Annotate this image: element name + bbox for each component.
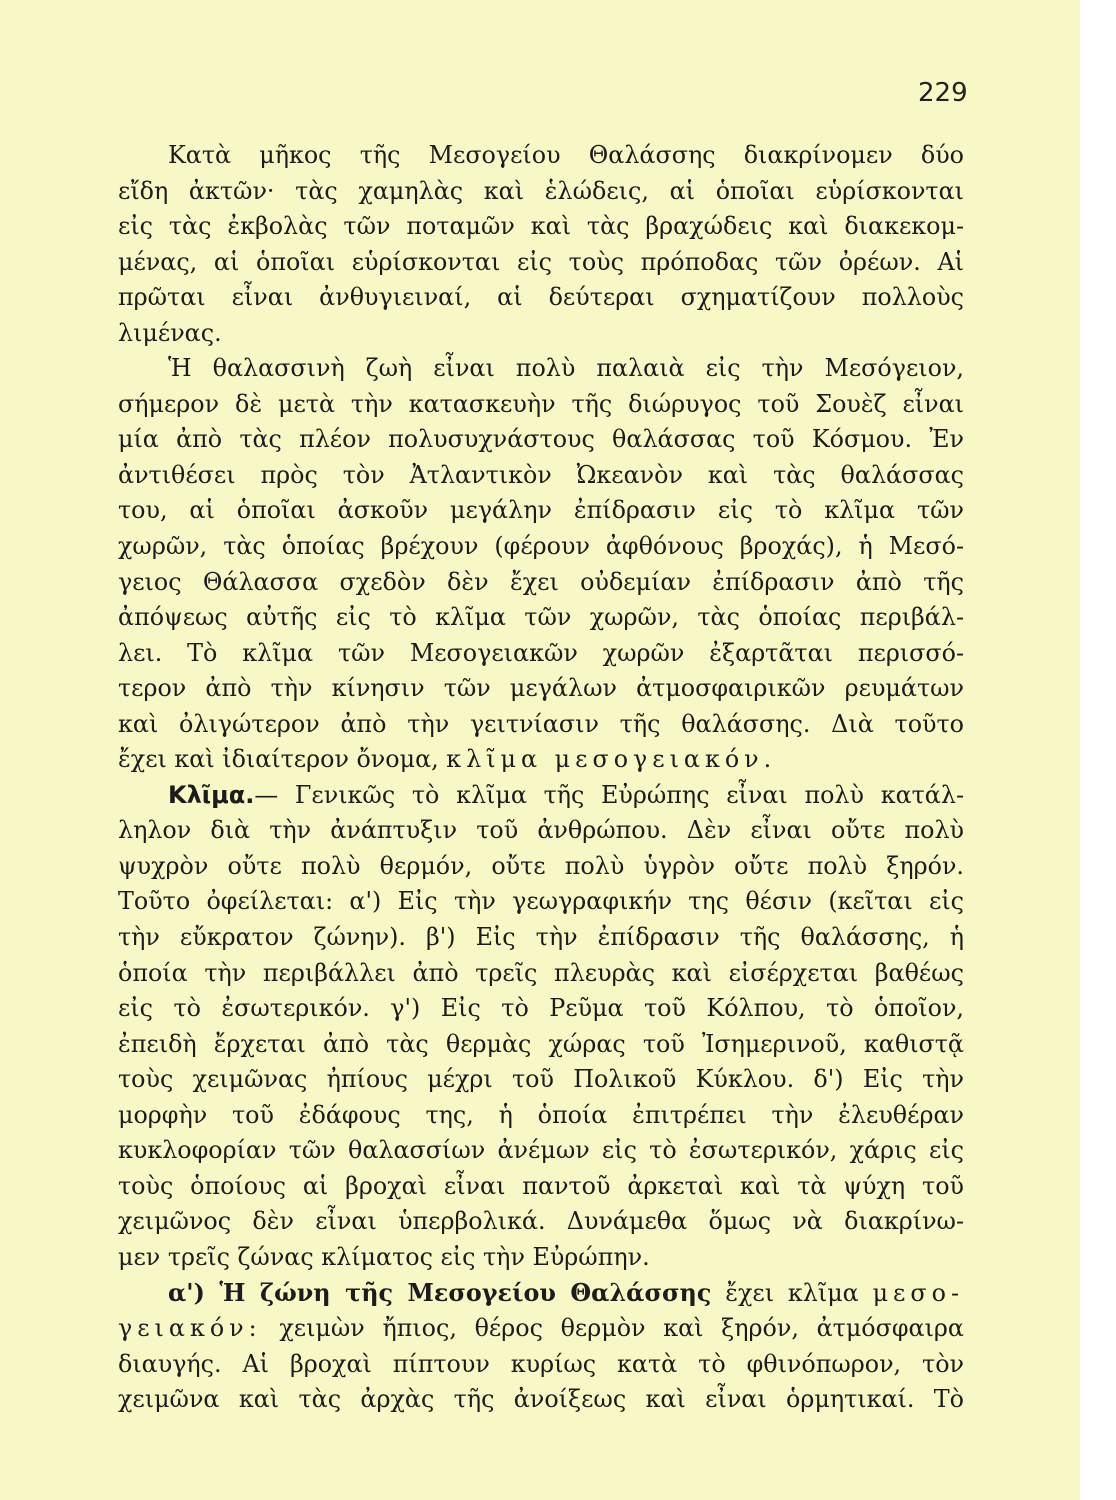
text-line: τοὺς ὁποίους αἱ βροχαὶ εἶναι παντοῦ ἀρκεταὶ καὶ τὰ ψύχη τοῦ (118, 1171, 964, 1200)
zone-heading: α') Ἡ ζώνη τῆς Μεσογείου Θαλάσσης (168, 1278, 712, 1307)
text-span: ἔχει καὶ ἰδιαίτερον ὄνομα, (118, 745, 447, 774)
paragraph-coasts (118, 138, 964, 351)
spaced-term: γειακόν: (118, 1314, 262, 1343)
text-span: — Γενικῶς τὸ κλῖμα τῆς Εὐρώπης εἶναι πολὺ κατάλ- (254, 780, 964, 809)
text-line: εἴδη ἀκτῶν· τὰς χαμηλὰς καὶ ἑλώδεις, αἱ ὁποῖαι εὑρίσκονται (118, 176, 964, 205)
text-line: καὶ ὀλιγώτερον ἀπὸ τὴν γειτνίασιν τῆς θαλάσσης. Διὰ τοῦτο (118, 709, 964, 738)
text-line (118, 1276, 964, 1312)
text-line: λει. Τὸ κλῖμα τῶν Μεσογειακῶν χωρῶν ἐξαρτᾶται περισσό- (118, 638, 964, 667)
text-line: τοὺς χειμῶνας ἠπίους μέχρι τοῦ Πολικοῦ Κύκλου. δ') Εἰς τὴν (118, 1065, 964, 1094)
text-line: Ἡ θαλασσινὴ ζωὴ εἶναι πολὺ παλαιὰ εἰς τὴν Μεσόγειον, (168, 354, 964, 383)
paragraph-mediterranean-zone (118, 1276, 964, 1418)
text-line: ἀπόψεως αὐτῆς εἰς τὸ κλῖμα τῶν χωρῶν, τὰς ὁποίας περιβάλ- (118, 603, 964, 632)
text-span: ἔχει κλῖμα (711, 1278, 873, 1307)
text-line: λιμένας. (118, 318, 222, 347)
text-line: χωρῶν, τὰς ὁποίας βρέχουν (φέρουν ἀφθόνους βροχάς), ἡ Μεσό- (118, 532, 964, 561)
page-number: 229 (918, 78, 968, 108)
spaced-term: κλῖμα μεσογειακόν. (446, 745, 777, 774)
spaced-term: μεσο- (872, 1278, 964, 1307)
text-line: ληλον διὰ τὴν ἀνάπτυξιν τοῦ ἀνθρώπου. Δὲν εἶναι οὔτε πολὺ (118, 816, 964, 845)
text-line: εἰς τὰς ἐκβολὰς τῶν ποταμῶν καὶ τὰς βραχώδεις καὶ διακεκομ- (118, 212, 964, 241)
text-line: κυκλοφορίαν τῶν θαλασσίων ἀνέμων εἰς τὸ ἐσωτερικόν, χάρις εἰς (118, 1136, 964, 1165)
text-line: ἐπειδὴ ἔρχεται ἀπὸ τὰς θερμὰς χώρας τοῦ Ἰσημερινοῦ, καθιστᾷ (118, 1029, 964, 1058)
text-line: τὴν εὔκρατον ζώνην). β') Εἰς τὴν ἐπίδρασιν τῆς θαλάσσης, ἡ (118, 923, 964, 952)
text-span: χειμὼν ἤπιος, θέρος θερμὸν καὶ ξηρόν, ἀτμόσφαιρα (261, 1314, 964, 1343)
text-line: Κατὰ μῆκος τῆς Μεσογείου Θαλάσσης διακρίνομεν δύο (168, 141, 964, 169)
text-line: διαυγής. Αἱ βροχαὶ πίπτουν κυρίως κατὰ τὸ φθινόπωρον, τὸν (118, 1349, 964, 1378)
text-line: μεν τρεῖς ζώνας κλίματος εἰς τὴν Εὐρώπην. (118, 1242, 650, 1271)
paragraph-climate (118, 778, 964, 1276)
text-line: ὁποία τὴν περιβάλλει ἀπὸ τρεῖς πλευρὰς καὶ εἰσέρχεται βαθέως (118, 958, 964, 987)
body-text (118, 138, 964, 1418)
text-line (118, 1311, 964, 1347)
text-line: μία ἀπὸ τὰς πλέον πολυσυχνάστους θαλάσσας τοῦ Κόσμου. Ἐν (118, 425, 964, 454)
text-line: τερον ἀπὸ τὴν κίνησιν τῶν μεγάλων ἀτμοσφαιρικῶν ρευμάτων (118, 674, 964, 703)
text-line: του, αἱ ὁποῖαι ἀσκοῦν μεγάλην ἐπίδρασιν εἰς τὸ κλῖμα τῶν (118, 496, 964, 525)
text-line: γειος Θάλασσα σχεδὸν δὲν ἔχει οὐδεμίαν ἐπίδρασιν ἀπὸ τῆς (118, 567, 964, 596)
text-line: σήμερον δὲ μετὰ τὴν κατασκευὴν τῆς διώρυγος τοῦ Σουὲζ εἶναι (118, 389, 964, 418)
text-line: χειμῶνα καὶ τὰς ἀρχὰς τῆς ἀνοίξεως καὶ εἶναι ὁρμητικαί. Τὸ (118, 1385, 964, 1414)
section-heading: Κλῖμα. (168, 780, 255, 809)
text-line (118, 778, 964, 814)
text-line: χειμῶνος δὲν εἶναι ὑπερβολικά. Δυνάμεθα ὅμως νὰ διακρίνω- (118, 1207, 964, 1236)
text-line: μένας, αἱ ὁποῖαι εὑρίσκονται εἰς τοὺς πρόποδας τῶν ὀρέων. Αἱ (118, 247, 964, 276)
text-line: εἰς τὸ ἐσωτερικόν. γ') Εἰς τὸ Ρεῦμα τοῦ Κόλπου, τὸ ὁποῖον, (118, 994, 964, 1023)
text-line: Τοῦτο ὀφείλεται: α') Εἰς τὴν γεωγραφικήν της θέσιν (κεῖται εἰς (118, 887, 964, 916)
paragraph-sea-life (118, 351, 964, 778)
text-line: ψυχρὸν οὔτε πολὺ θερμόν, οὔτε πολὺ ὑγρὸν οὔτε πολὺ ξηρόν. (118, 851, 964, 880)
text-line: πρῶται εἶναι ἀνθυγιειναί, αἱ δεύτεραι σχηματίζουν πολλοὺς (118, 283, 964, 312)
text-line (118, 742, 964, 778)
text-line: μορφὴν τοῦ ἐδάφους της, ἡ ὁποία ἐπιτρέπει τὴν ἐλευθέραν (118, 1100, 964, 1129)
text-line: ἀντιθέσει πρὸς τὸν Ἀτλαντικὸν Ὠκεανὸν καὶ τὰς θαλάσσας (118, 460, 964, 489)
